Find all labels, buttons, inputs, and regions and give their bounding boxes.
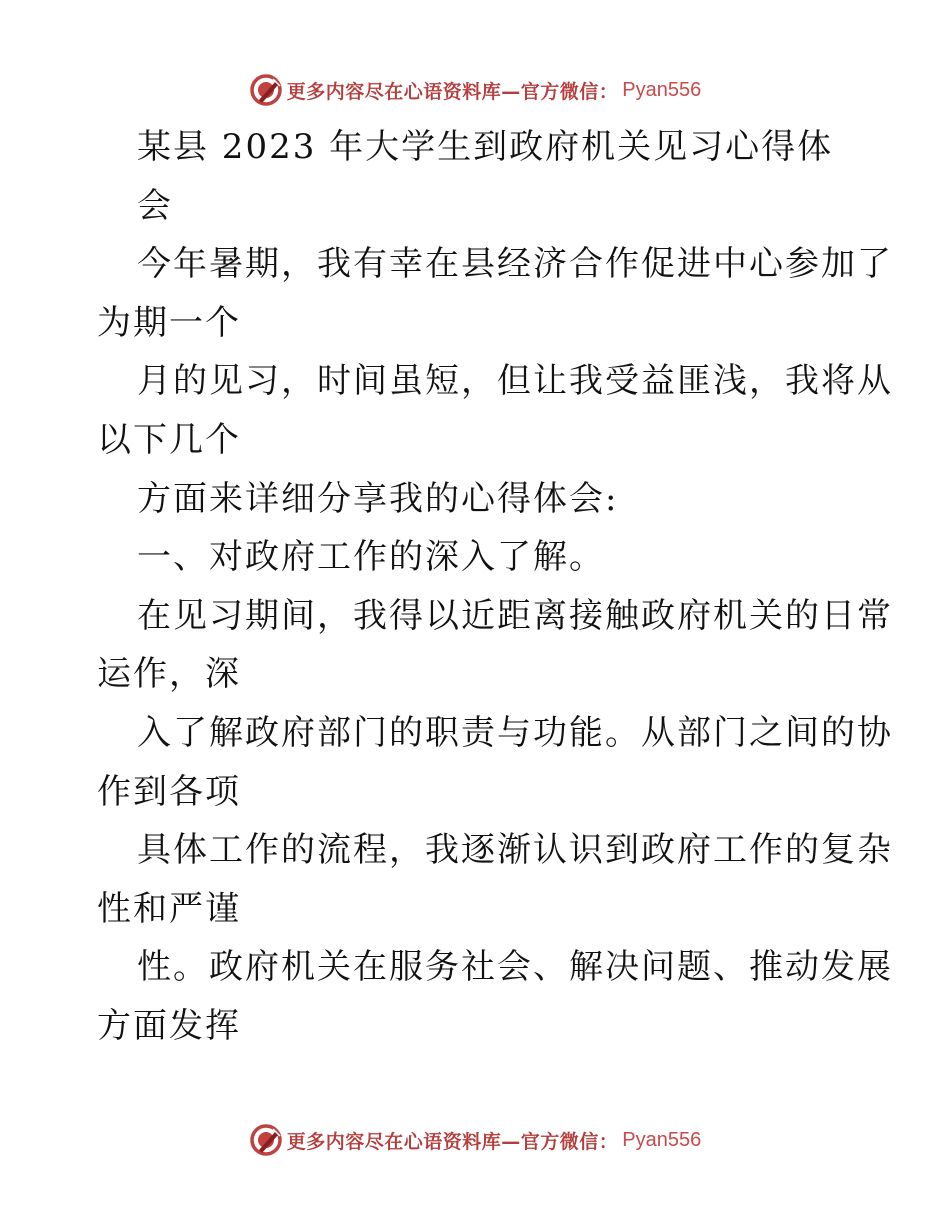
text-line: 性。政府机关在服务社会、解决问题、推动发展 [137, 947, 893, 988]
header-banner-text: 更多内容尽在心语资料库—官方微信： [286, 80, 619, 103]
text-line: 今年暑期，我有幸在县经济合作促进中心参加了 [137, 244, 893, 285]
header-banner-wechat-id: Pyan556 [622, 78, 702, 101]
text-line: 为期一个 [97, 302, 241, 343]
text-line: 具体工作的流程，我逐渐认识到政府工作的复杂 [137, 830, 893, 871]
text-line: 会 [137, 185, 173, 226]
text-line: 以下几个 [97, 419, 241, 460]
footer-watermark-banner [0, 1120, 950, 1160]
text-line: 运作，深 [97, 654, 241, 695]
text-line: 在见习期间，我得以近距离接触政府机关的日常 [137, 595, 893, 636]
text-line: 一、对政府工作的深入了解。 [137, 537, 605, 578]
header-watermark-banner [0, 70, 950, 110]
text-line: 作到各项 [97, 771, 241, 812]
text-line: 月的见习，时间虽短，但让我受益匪浅，我将从 [137, 361, 893, 402]
text-line: 方面发挥 [97, 1005, 241, 1046]
text-line: 入了解政府部门的职责与功能。从部门之间的协 [137, 712, 893, 753]
pen-logo-icon [249, 1123, 283, 1157]
footer-banner-content [249, 1123, 701, 1157]
text-line: 某县 2023 年大学生到政府机关见习心得体 [137, 127, 834, 167]
header-banner-content [249, 73, 701, 107]
text-line: 方面来详细分享我的心得体会: [137, 478, 619, 519]
text-line: 性和严谨 [97, 888, 241, 929]
pen-logo-icon [249, 73, 283, 107]
footer-banner-wechat-id: Pyan556 [622, 1128, 702, 1151]
document-body [97, 118, 893, 1056]
footer-banner-text: 更多内容尽在心语资料库—官方微信： [286, 1130, 619, 1153]
